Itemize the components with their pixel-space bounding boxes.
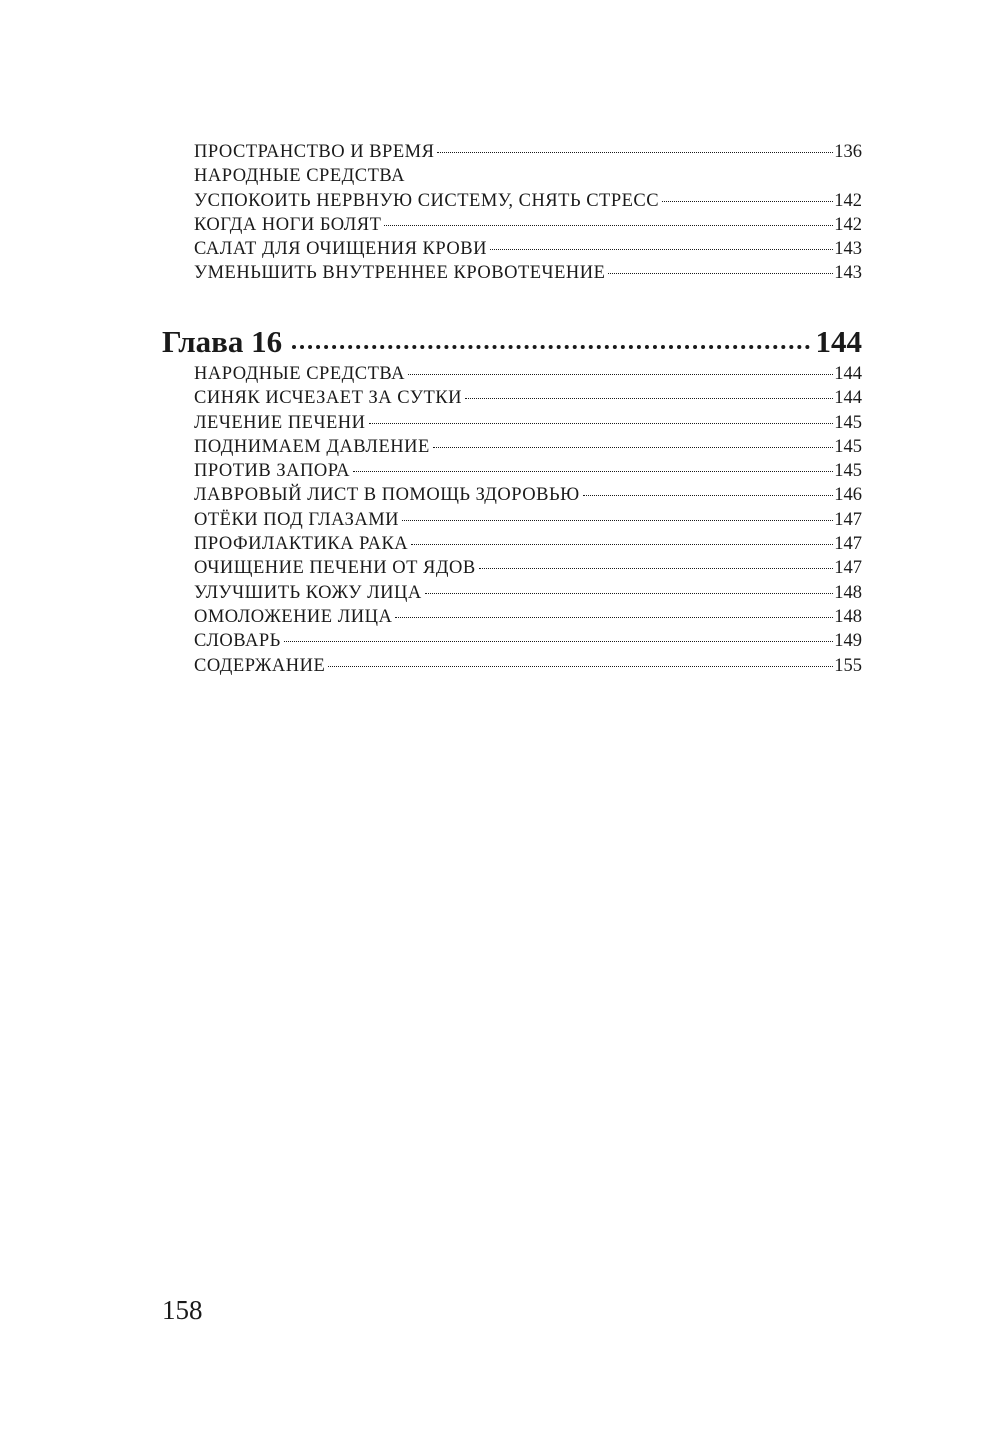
toc-entry-title: ОМОЛОЖЕНИЕ ЛИЦА: [194, 606, 393, 627]
toc-entry-page: 146: [834, 485, 862, 506]
dot-leader: [408, 366, 833, 375]
toc-entry-page: 147: [834, 558, 862, 579]
toc-entry-title: ЛЕЧЕНИЕ ПЕЧЕНИ: [194, 412, 366, 433]
toc-entry-page: 143: [834, 263, 862, 284]
dot-leader: [608, 265, 833, 274]
toc-entry-page: 147: [834, 509, 862, 530]
toc-entry-page: 143: [834, 239, 862, 260]
toc-entry: [194, 164, 862, 188]
toc-entry: [194, 362, 862, 386]
toc-entry: [194, 581, 862, 605]
toc-entry: [194, 459, 862, 483]
dot-leader: [465, 390, 833, 399]
dot-leader: [583, 487, 834, 496]
toc-entry-title: СОДЕРЖАНИЕ: [194, 655, 326, 676]
toc-entry-title: ОЧИЩЕНИЕ ПЕЧЕНИ ОТ ЯДОВ: [194, 558, 476, 579]
toc-entry: [194, 629, 862, 653]
toc-entry-page: 155: [834, 655, 862, 676]
dot-leader: [662, 193, 833, 202]
page-number: 158: [162, 1295, 203, 1325]
toc-entry-title: ПОДНИМАЕМ ДАВЛЕНИЕ: [194, 436, 430, 457]
toc-entry-page: 144: [834, 364, 862, 384]
toc-entry-title: ОТЁКИ ПОД ГЛАЗАМИ: [194, 509, 400, 530]
toc-entry: [194, 605, 862, 629]
toc-entry-page: 148: [834, 582, 862, 603]
toc-entry-page: 136: [834, 142, 862, 162]
toc-entry-title: ПРОФИЛАКТИКА РАКА: [194, 534, 409, 555]
toc-entry: [194, 237, 862, 261]
toc-entry: [194, 140, 862, 164]
dot-leader: [369, 415, 834, 424]
toc-entry-page: 142: [834, 214, 862, 235]
dot-leader: [433, 439, 833, 448]
dot-leader: [425, 585, 834, 594]
toc-entry: [194, 483, 862, 507]
chapter-title: Глава 16: [162, 324, 283, 359]
toc-entry-page: 145: [834, 461, 862, 482]
toc-entry-title: УМЕНЬШИТЬ ВНУТРЕННЕЕ КРОВОТЕЧЕНИЕ: [194, 263, 606, 284]
toc-entry-title: ЛАВРОВЫЙ ЛИСТ В ПОМОЩЬ ЗДОРОВЬЮ: [194, 485, 580, 506]
toc-entry: [194, 508, 862, 532]
toc-entry: [194, 189, 862, 213]
toc-entry-page: 148: [834, 606, 862, 627]
toc-entry-title: КОГДА НОГИ БОЛЯТ: [194, 214, 382, 235]
dot-leader: [402, 512, 833, 521]
toc-entry-page: 142: [834, 190, 862, 211]
toc-entry-title: НАРОДНЫЕ СРЕДСТВА: [194, 166, 405, 187]
dot-leader: [292, 337, 809, 349]
dot-leader: [479, 560, 834, 569]
toc-entry: [194, 556, 862, 580]
toc-entry-title: ПРОТИВ ЗАПОРА: [194, 461, 350, 482]
toc-entry-title: НАРОДНЫЕ СРЕДСТВА: [194, 364, 405, 384]
toc-entry: [194, 411, 862, 435]
toc-entry-title: УСПОКОИТЬ НЕРВНУЮ СИСТЕМУ, СНЯТЬ СТРЕСС: [194, 190, 660, 211]
toc-entry-title: СЛОВАРЬ: [194, 631, 281, 652]
dot-leader: [384, 217, 833, 226]
toc-entry-title: ПРОСТРАНСТВО И ВРЕМЯ: [194, 142, 435, 162]
toc-entry-page: 145: [834, 436, 862, 457]
toc-entry: [194, 261, 862, 285]
toc-entry-title: УЛУЧШИТЬ КОЖУ ЛИЦА: [194, 582, 422, 603]
toc-entry-title: СИНЯК ИСЧЕЗАЕТ ЗА СУТКИ: [194, 388, 462, 409]
toc-entry: [194, 654, 862, 678]
dot-leader: [490, 241, 833, 250]
dot-leader: [395, 609, 833, 618]
dot-leader: [284, 633, 834, 642]
toc-block-1: [162, 140, 862, 286]
dot-leader: [353, 463, 833, 472]
dot-leader: [437, 144, 833, 153]
toc-entry-page: 145: [834, 412, 862, 433]
dot-leader: [411, 536, 833, 545]
toc-chapter-16: [162, 322, 862, 678]
chapter-heading: [162, 322, 862, 362]
dot-leader: [328, 658, 833, 667]
toc-entry-title: САЛАТ ДЛЯ ОЧИЩЕНИЯ КРОВИ: [194, 239, 487, 260]
toc-entry: [194, 213, 862, 237]
toc-entry-page: 144: [834, 388, 862, 409]
toc-entry-page: 147: [834, 534, 862, 555]
toc-entry-page: 149: [834, 631, 862, 652]
toc-entry: [194, 435, 862, 459]
toc-entry: [194, 386, 862, 410]
toc-entry: [194, 532, 862, 556]
chapter-page: 144: [815, 324, 862, 359]
